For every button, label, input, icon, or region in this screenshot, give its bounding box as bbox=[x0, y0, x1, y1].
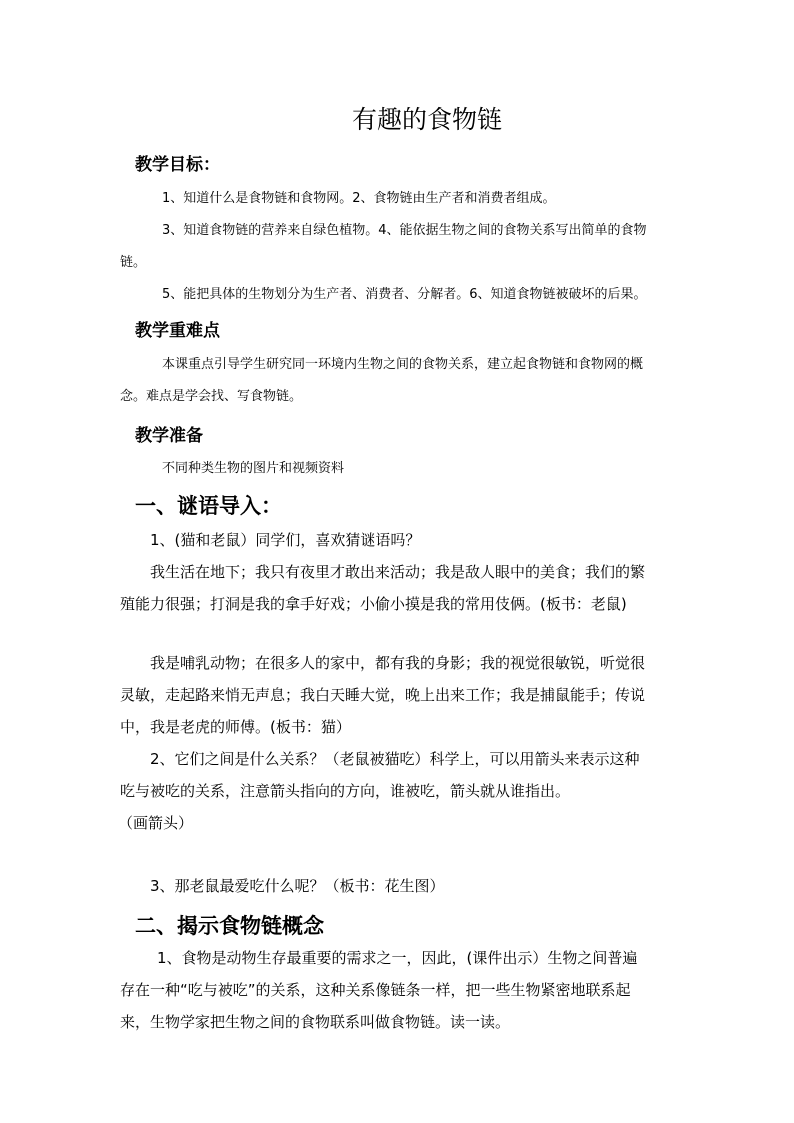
section-two-line-2: 存在一种“吃与被吃”的关系，这种关系像链条一样，把一些生物紧密地联系起 bbox=[120, 981, 631, 999]
section-one-line-7: 2、它们之间是什么关系？（老鼠被猫吃）科学上，可以用箭头来表示这种 bbox=[150, 750, 640, 768]
section-one-line-6: 中，我是老虎的师傅。(板书：猫） bbox=[120, 718, 351, 736]
key-line-2: 念。难点是学会找、写食物链。 bbox=[120, 389, 303, 404]
objective-line-1: 1、知道什么是食物链和食物网。2、食物链由生产者和消费者组成。 bbox=[162, 191, 556, 206]
heading-key-points: 教学重难点 bbox=[135, 321, 220, 341]
section-two-line-3: 来，生物学家把生物之间的食物联系叫做食物链。读一读。 bbox=[120, 1013, 511, 1031]
section-one-line-9: （画箭头） bbox=[118, 814, 194, 832]
section-one-line-5: 灵敏，走起路来悄无声息；我白天睡大觉，晚上出来工作；我是捕鼠能手；传说 bbox=[120, 686, 646, 704]
section-one-line-8: 吃与被吃的关系，注意箭头指向的方向，谁被吃，箭头就从谁指出。 bbox=[120, 782, 571, 800]
section-one-line-10: 3、那老鼠最爱吃什么呢？（板书：花生图） bbox=[150, 877, 445, 895]
section-one-line-3: 殖能力很强；打洞是我的拿手好戏；小偷小摸是我的常用伎俩。(板书：老鼠) bbox=[120, 595, 627, 613]
section-one-line-2: 我生活在地下；我只有夜里才敢出来活动；我是敌人眼中的美食；我们的繁 bbox=[150, 563, 646, 581]
objective-line-2: 3、知道食物链的营养来自绿色植物。4、能依据生物之间的食物关系写出简单的食物 bbox=[162, 223, 647, 238]
heading-preparation: 教学准备 bbox=[135, 426, 203, 446]
key-line-1: 本课重点引导学生研究同一环境内生物之间的食物关系，建立起食物链和食物网的概 bbox=[162, 357, 644, 372]
objective-line-4: 5、能把具体的生物划分为生产者、消费者、分解者。6、知道食物链被破坏的后果。 bbox=[162, 287, 647, 302]
section-two-line-1: 1、食物是动物生存最重要的需求之一，因此，(课件出示）生物之间普遍 bbox=[157, 949, 638, 967]
heading-section-two: 二、揭示食物链概念 bbox=[135, 914, 324, 938]
objective-line-3: 链。 bbox=[120, 255, 147, 270]
heading-objectives: 教学目标： bbox=[135, 155, 220, 175]
section-one-line-4: 我是哺乳动物；在很多人的家中，都有我的身影；我的视觉很敏锐，听觉很 bbox=[150, 654, 646, 672]
heading-section-one: 一、谜语导入： bbox=[135, 494, 282, 518]
section-one-line-1: 1、(猫和老鼠）同学们，喜欢猜谜语吗？ bbox=[150, 531, 421, 549]
document-title: 有趣的食物链 bbox=[351, 105, 502, 134]
preparation-line-1: 不同种类生物的图片和视频资料 bbox=[162, 461, 345, 476]
